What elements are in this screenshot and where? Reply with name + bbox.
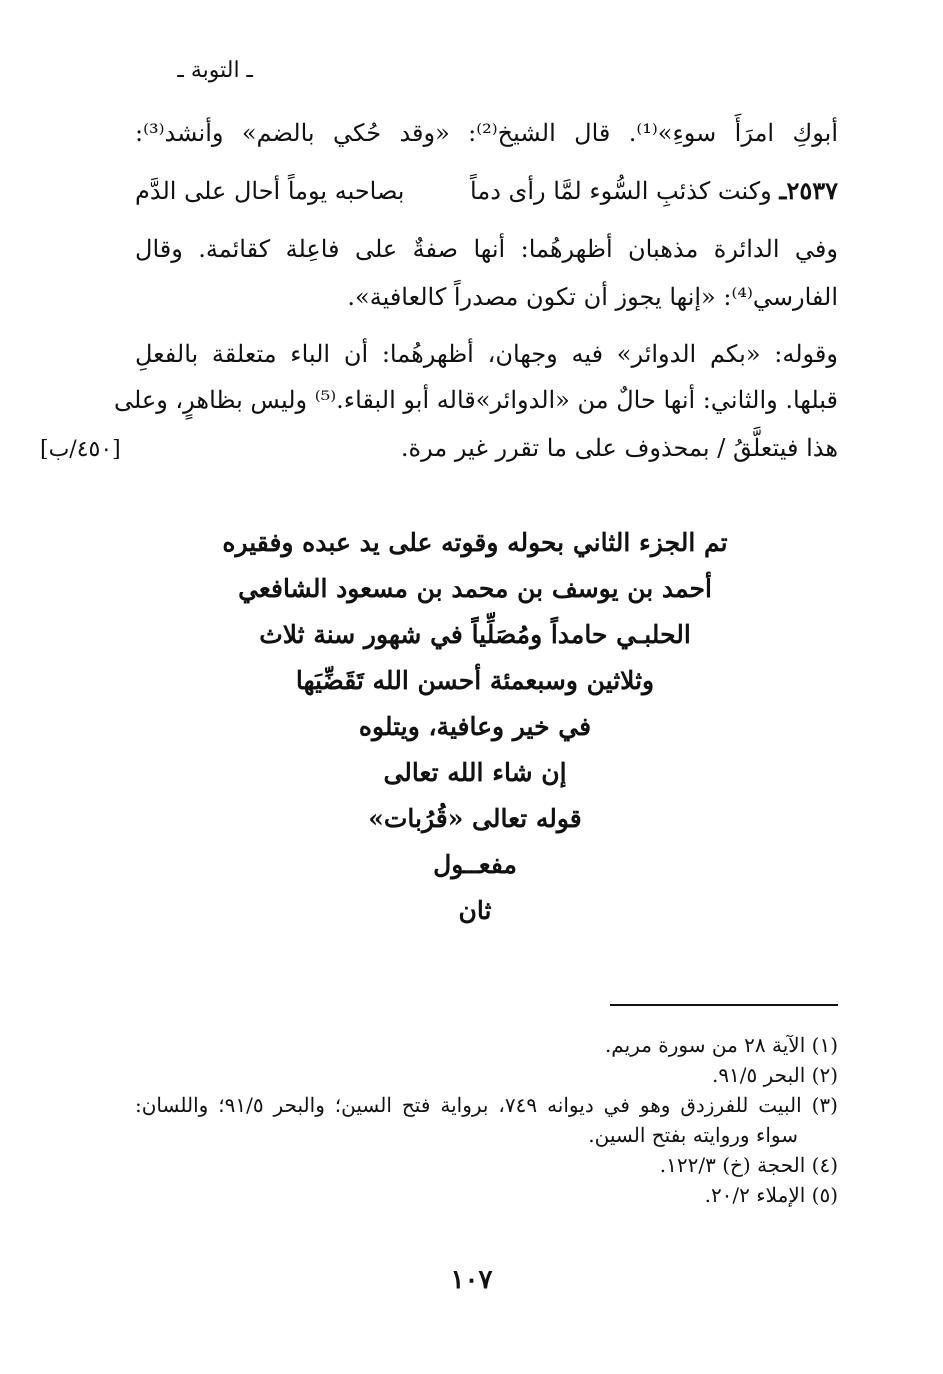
verse-number: ٢٥٣٧ـ	[779, 176, 838, 205]
body-line-7: هذا فيتعلَّقُ / بمحذوف على ما تقرر غير مرة.	[400, 434, 838, 462]
verse-hemistich-second: بصاحبه يوماً أحال على الدَّم	[135, 177, 405, 205]
verse-hemistich-first	[470, 176, 838, 206]
colophon-line: تم الجزء الثاني بحوله وقوته على يد عبده وفقيره	[222, 528, 728, 557]
footnotes	[135, 1030, 838, 1210]
footnote-1: (١) الآية ٢٨ من سورة مريم.	[604, 1033, 838, 1057]
colophon	[150, 520, 800, 934]
folio-marker: [٤٥٠/ب]	[40, 437, 121, 462]
footnote-3-continuation: سواء وروايته بفتح السين.	[588, 1123, 798, 1147]
verse-line	[135, 176, 838, 206]
colophon-line: إن شاء الله تعالى	[383, 758, 567, 787]
colophon-line: ثان	[458, 896, 492, 925]
body-line-6: قبلها. والثاني: أنها حالٌ من «الدوائر»قاله أبو البقاء.⁽⁵⁾ وليس بظاهرٍ، وعلى	[113, 386, 838, 414]
page-number: ١٠٧	[450, 1265, 493, 1295]
colophon-line: في خير وعافية، ويتلوه	[358, 712, 592, 741]
verse-first-text: وكنت كذئبِ السُّوء لمَّا رأى دماً	[470, 177, 772, 205]
colophon-line: مفعــول	[433, 850, 517, 879]
body-line-1: أبوكِ امرَأَ سوءِ»⁽¹⁾. قال الشيخ⁽²⁾: «وقد حُكي بالضم» وأنشد⁽³⁾:	[135, 119, 838, 147]
colophon-line: وثلاثين وسبعمئة أحسن الله تَقَضِّيَها	[295, 666, 655, 695]
colophon-line: أحمد بن يوسف بن محمد بن مسعود الشافعي	[238, 574, 712, 603]
footnote-3: (٣) البيت للفرزدق وهو في ديوانه ٧٤٩، برواية فتح السين؛ والبحر ٩١/٥؛ واللسان:	[135, 1093, 838, 1117]
footnote-divider	[610, 1004, 838, 1006]
footnote-2: (٢) البحر ٩١/٥.	[711, 1063, 838, 1087]
footnote-4: (٤) الحجة (خ) ١٢٢/٣.	[659, 1153, 838, 1177]
running-header: ـ التوبة ـ	[177, 58, 253, 83]
colophon-line: قوله تعالى «قُرُبات»	[368, 804, 582, 833]
footnote-5: (٥) الإملاء ٢٠/٢.	[704, 1183, 838, 1207]
body-line-3: وفي الدائرة مذهبان أظهرهُما: أنها صفةٌ على فاعِلة كقائمة. وقال	[135, 235, 838, 263]
body-line-5: وقوله: «بكم الدوائر» فيه وجهان، أظهرهُما: أن الباء متعلقة بالفعلِ	[135, 340, 838, 368]
colophon-line: الحلبـي حامداً ومُصَلِّياً في شهور سنة ثلاث	[259, 620, 691, 649]
body-line-4: الفارسي⁽⁴⁾: «إنها يجوز أن تكون مصدراً كالعافية».	[347, 283, 838, 311]
